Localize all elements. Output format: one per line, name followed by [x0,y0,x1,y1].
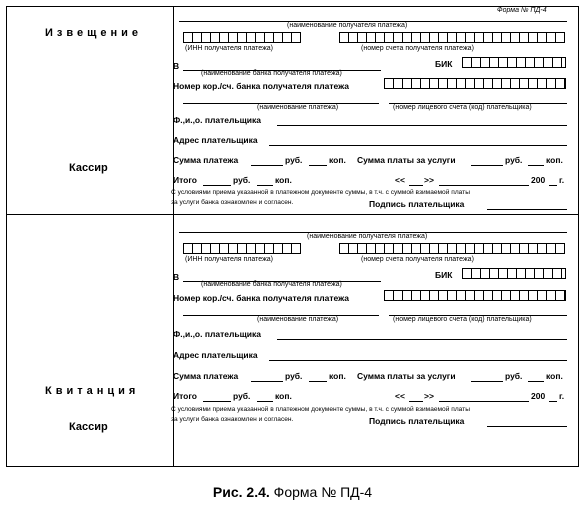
fee-rub-line[interactable] [471,165,503,166]
signature-line[interactable] [487,426,567,427]
total-rub: руб. [233,391,251,401]
fee-rub: руб. [505,155,523,165]
notice-cashier: Кассир [69,162,108,174]
date-open: << [395,175,405,185]
payer-name-label: Ф.,и.,о. плательщика [173,115,261,125]
corr-account-boxes[interactable] [384,290,566,301]
figure-caption-prefix: Рис. 2.4. [212,484,270,500]
total-kop-line[interactable] [257,185,273,186]
bik-label: БИК [435,59,453,69]
date-open: << [395,391,405,401]
form-pd4 [6,6,579,467]
payer-address-line[interactable] [269,145,567,146]
total-kop-line[interactable] [257,401,273,402]
receipt-title: Квитанция [45,385,140,397]
personal-account-caption: (номер лицевого счета (код) плательщика) [393,316,532,323]
inn-boxes[interactable] [183,243,301,254]
fee-rub-line[interactable] [471,381,503,382]
fee-rub: руб. [505,371,523,381]
bank-prefix: В [173,272,180,282]
account-boxes[interactable] [339,32,565,43]
recipient-name-caption: (наименование получателя платежа) [307,233,428,240]
year-label: 200 [531,391,546,401]
inn-boxes[interactable] [183,32,301,43]
notice-title: Извещение [45,27,143,39]
signature-label: Подпись плательщика [369,416,465,426]
corr-account-label: Номер кор./сч. банка получателя платежа [173,81,349,91]
bik-boxes[interactable] [462,268,566,279]
year-line[interactable] [549,401,557,402]
payer-address-line[interactable] [269,360,567,361]
terms-line-1: С условиями приема указанной в платежном документе суммы, в т.ч. с суммой взимаемой платы [171,189,470,196]
total-rub-line[interactable] [203,401,231,402]
amount-rub: руб. [285,371,303,381]
total-label: Итого [173,391,197,401]
recipient-name-caption: (наименование получателя платежа) [287,22,408,29]
date-month-line[interactable] [439,185,529,186]
amount-kop-line[interactable] [309,165,327,166]
payer-address-label: Адрес плательщика [173,135,258,145]
fee-kop-line[interactable] [528,381,544,382]
signature-label: Подпись плательщика [369,199,465,209]
bank-prefix: В [173,61,180,71]
payer-name-line[interactable] [277,125,567,126]
payment-amount-label: Сумма платежа [173,155,239,165]
date-month-line[interactable] [439,401,529,402]
date-close: >> [424,391,434,401]
payment-name-caption: (наименование платежа) [257,316,339,323]
amount-rub-line[interactable] [251,165,283,166]
year-suffix: г. [559,391,565,401]
account-caption: (номер счета получателя платежа) [361,45,474,52]
bik-boxes[interactable] [462,57,566,68]
terms-line-2: за услуги банка ознакомлен и согласен. [171,199,294,206]
service-fee-label: Сумма платы за услуги [357,371,456,381]
corr-account-label: Номер кор./сч. банка получателя платежа [173,293,349,303]
amount-rub: руб. [285,155,303,165]
payer-address-label: Адрес плательщика [173,350,258,360]
total-rub: руб. [233,175,251,185]
service-fee-label: Сумма платы за услуги [357,155,456,165]
terms-line-2: за услуги банка ознакомлен и согласен. [171,416,294,423]
personal-account-caption: (номер лицевого счета (код) плательщика) [393,104,532,111]
receipt-cashier: Кассир [69,421,108,433]
account-caption: (номер счета получателя платежа) [361,256,474,263]
fee-kop-line[interactable] [528,165,544,166]
fee-kop: коп. [546,371,563,381]
amount-kop: коп. [329,371,346,381]
bank-name-caption: (наименование банка получателя платежа) [201,70,342,77]
terms-line-1: С условиями приема указанной в платежном документе суммы, в т.ч. с суммой взимаемой платы [171,406,470,413]
date-day-line[interactable] [409,401,423,402]
amount-kop: коп. [329,155,346,165]
year-suffix: г. [559,175,565,185]
payment-name-caption: (наименование платежа) [257,104,339,111]
total-kop: коп. [275,175,292,185]
total-rub-line[interactable] [203,185,231,186]
date-close: >> [424,175,434,185]
section-divider [7,214,578,215]
total-label: Итого [173,175,197,185]
fee-kop: коп. [546,155,563,165]
payment-amount-label: Сумма платежа [173,371,239,381]
total-kop: коп. [275,391,292,401]
amount-kop-line[interactable] [309,381,327,382]
signature-line[interactable] [487,209,567,210]
date-day-line[interactable] [409,185,423,186]
bank-name-caption: (наименование банка получателя платежа) [201,281,342,288]
inn-caption: (ИНН получателя платежа) [185,45,273,52]
amount-rub-line[interactable] [251,381,283,382]
inn-caption: (ИНН получателя платежа) [185,256,273,263]
figure-caption [0,484,585,500]
corr-account-boxes[interactable] [384,78,566,89]
figure-caption-text: Форма № ПД-4 [273,484,373,500]
bik-label: БИК [435,270,453,280]
payer-name-label: Ф.,и.,о. плательщика [173,329,261,339]
year-line[interactable] [549,185,557,186]
form-number: Форма № ПД-4 [497,7,547,14]
account-boxes[interactable] [339,243,565,254]
year-label: 200 [531,175,546,185]
payer-name-line[interactable] [277,339,567,340]
